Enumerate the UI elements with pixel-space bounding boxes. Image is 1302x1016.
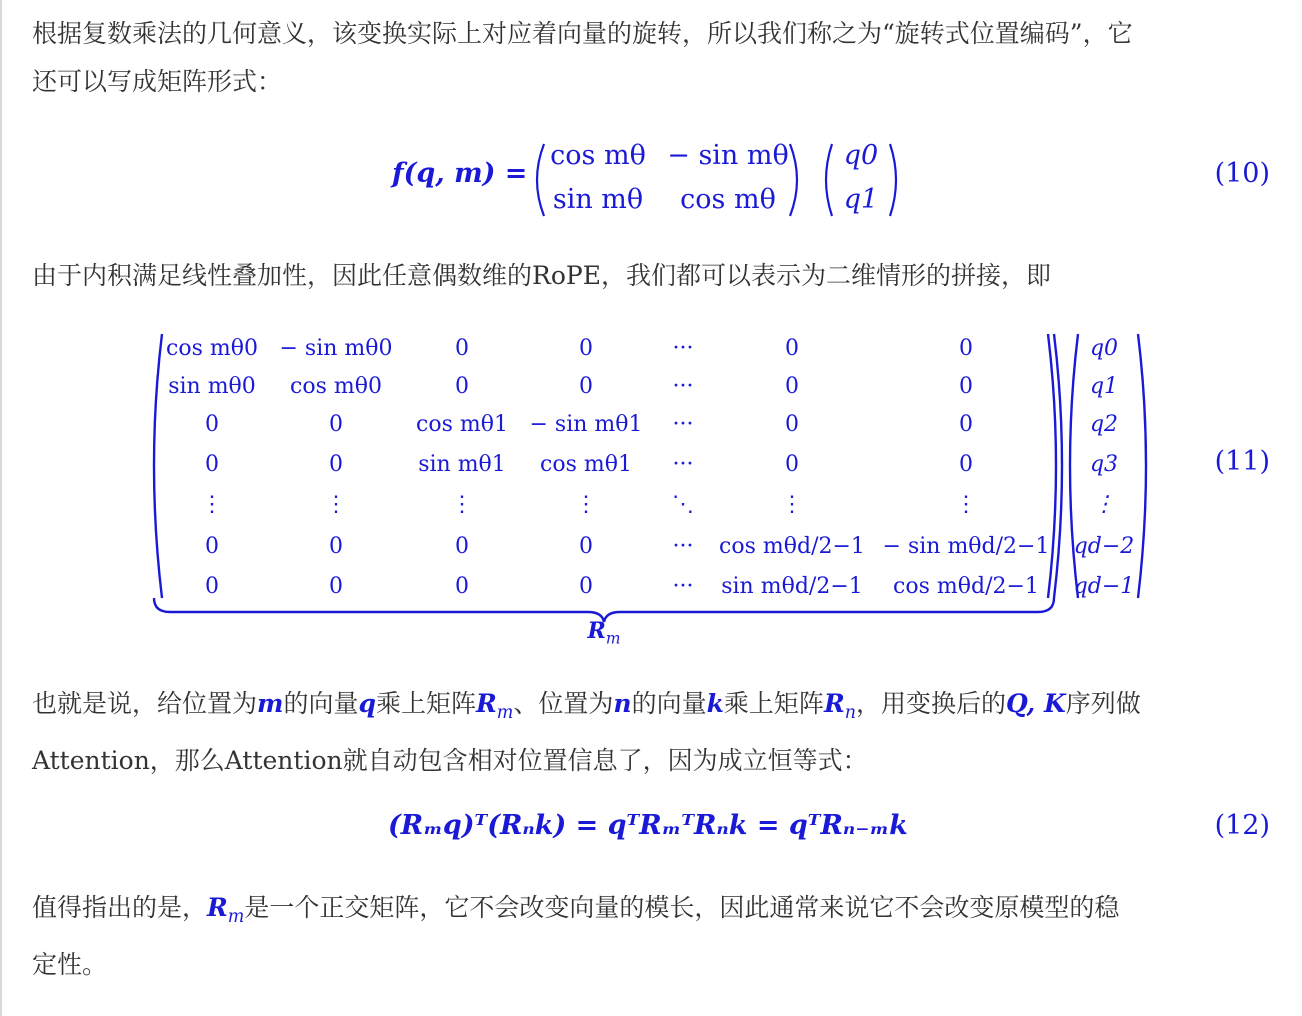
matrix-cell: 0 <box>959 412 973 437</box>
matrix-cell: ⋮ <box>451 492 473 517</box>
matrix-cell: 0 <box>329 534 343 559</box>
matrix-cell: 0 <box>329 412 343 437</box>
matrix-cell: 0 <box>205 452 219 477</box>
matrix-cell: ⋮ <box>575 492 597 517</box>
matrix-cell: 0 <box>579 374 593 399</box>
matrix-cell: ⋱ <box>672 492 694 517</box>
matrix-cell: 0 <box>205 534 219 559</box>
matrix-cell: 0 <box>329 574 343 599</box>
underbrace-label: $R_m$ <box>587 618 621 648</box>
matrix-cell: cos mθ <box>550 140 646 171</box>
paragraph-rope-decomposition <box>32 252 1272 300</box>
matrix-cell: cos mθ0 <box>166 336 258 361</box>
matrix-cell: cos mθ0 <box>290 374 382 399</box>
matrix-cell: 0 <box>329 452 343 477</box>
matrix-cell: 0 <box>455 534 469 559</box>
matrix-cell: sin mθ0 <box>168 374 256 399</box>
vector-cell: q3 <box>1089 452 1119 477</box>
vector-cell: q2 <box>1089 412 1119 437</box>
vector-cell: q1 <box>843 184 879 215</box>
matrix-cell: 0 <box>455 374 469 399</box>
matrix-cell: cos mθ1 <box>540 452 632 477</box>
matrix-cell: 0 <box>785 412 799 437</box>
matrix-cell: 0 <box>579 574 593 599</box>
matrix-cell: ··· <box>672 534 694 559</box>
matrix-cell: 0 <box>785 336 799 361</box>
matrix-cell: cos mθ <box>680 184 776 215</box>
paragraph-line: 根据复数乘法的几何意义，该变换实际上对应着向量的旋转，所以我们称之为“旋转式位置编码”，它 <box>32 19 1133 48</box>
matrix-cell: ⋮ <box>325 492 347 517</box>
matrix-cell: − sin mθd/2−1 <box>882 534 1050 559</box>
vector-cell: q1 <box>1089 374 1119 399</box>
matrix-cell: ··· <box>672 574 694 599</box>
paragraph-line: Attention，那么Attention就自动包含相对位置信息了，因为成立恒等式： <box>32 746 868 775</box>
matrix-cell: sin mθd/2−1 <box>721 574 863 599</box>
matrix-cell: 0 <box>959 374 973 399</box>
equation-11 <box>150 330 1150 650</box>
matrix-cell: ⋮ <box>781 492 803 517</box>
matrix-cell: 0 <box>959 336 973 361</box>
vector-cell: q0 <box>843 140 879 171</box>
matrix-cell: 0 <box>959 452 973 477</box>
paragraph-line: 也就是说，给位置为m的向量q乘上矩阵$R_m$、位置为n的向量k乘上矩阵$R_n$，用变换后的Q, K序列做 <box>32 689 1141 723</box>
matrix-cell: ··· <box>672 412 694 437</box>
matrix-cell: ⋮ <box>201 492 223 517</box>
matrix-cell: − sin mθ <box>667 140 789 171</box>
equation-10 <box>392 140 912 220</box>
matrix-cell: cos mθd/2−1 <box>719 534 865 559</box>
vector-cell: ⋮ <box>1093 492 1115 517</box>
matrix-cell: sin mθ1 <box>418 452 506 477</box>
matrix-cell: 0 <box>785 452 799 477</box>
matrix-cell: ··· <box>672 336 694 361</box>
paragraph-line: 由于内积满足线性叠加性，因此任意偶数维的RoPE，我们都可以表示为二维情形的拼接，即 <box>32 261 1051 290</box>
paragraph-line: 定性。 <box>32 950 108 979</box>
matrix-cell: ··· <box>672 374 694 399</box>
math-R-n: $R_n$ <box>823 689 856 723</box>
vector-cell: qd−2 <box>1073 534 1135 559</box>
matrix-cell: 0 <box>785 374 799 399</box>
vector-cell: q0 <box>1089 336 1119 361</box>
vector-cell: qd−1 <box>1073 574 1135 599</box>
matrix-cell: sin mθ <box>552 184 644 215</box>
matrix-cell: 0 <box>579 336 593 361</box>
matrix-cell: 0 <box>205 574 219 599</box>
matrix-cell: − sin mθ1 <box>529 412 643 437</box>
paragraph-attention-explanation <box>32 680 1272 785</box>
left-border <box>0 0 2 1016</box>
matrix-cell: ··· <box>672 452 694 477</box>
paragraph-line: 还可以写成矩阵形式： <box>32 67 283 96</box>
paragraph-orthogonality <box>32 884 1272 989</box>
matrix-cell: cos mθd/2−1 <box>893 574 1039 599</box>
paragraph-line: 值得指出的是，$R_m$是一个正交矩阵，它不会改变向量的模长，因此通常来说它不会改变原模型的稳 <box>32 893 1120 927</box>
equation-lhs: f(q, m) = <box>392 158 528 189</box>
matrix-cell: 0 <box>455 574 469 599</box>
matrix-cell: 0 <box>205 412 219 437</box>
equation-number-12: (12) <box>1214 810 1270 841</box>
math-R-m: $R_m$ <box>207 893 245 927</box>
matrix-cell: 0 <box>579 534 593 559</box>
matrix-cell: 0 <box>455 336 469 361</box>
equation-number-11: (11) <box>1214 446 1270 477</box>
paragraph-rotation-intro <box>32 10 1272 106</box>
equation-12: (Rₘq)ᵀ(Rₙk) = qᵀRₘᵀRₙk = qᵀRₙ₋ₘk <box>388 810 908 841</box>
math-R-m: $R_m$ <box>475 689 514 723</box>
equation-number-10: (10) <box>1214 158 1270 189</box>
matrix-cell: cos mθ1 <box>416 412 508 437</box>
matrix-cell: − sin mθ0 <box>279 336 393 361</box>
matrix-cell: ⋮ <box>955 492 977 517</box>
